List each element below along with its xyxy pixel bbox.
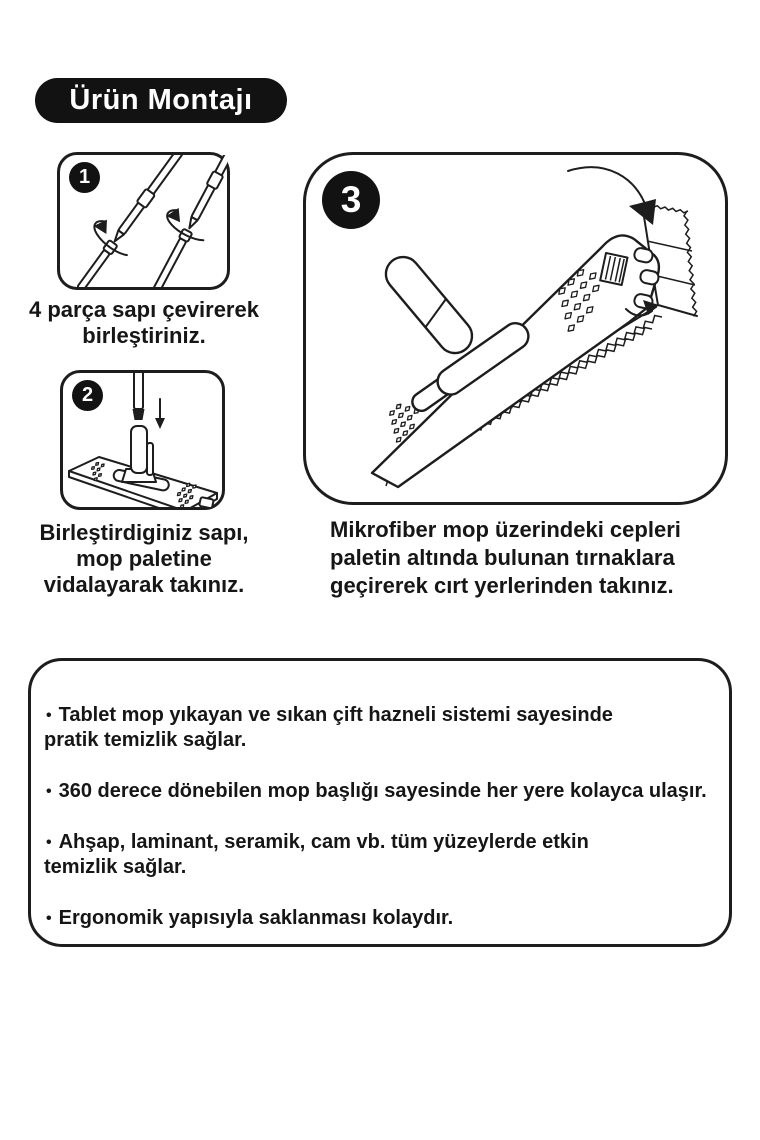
step-1-badge — [69, 162, 100, 193]
page-title — [35, 78, 287, 123]
feature-item — [44, 830, 721, 880]
bullet-icon: • — [46, 910, 52, 927]
feature-line — [44, 779, 721, 804]
caption-line: birleştiriniz. — [82, 323, 206, 348]
page-title-text: Ürün Montajı — [69, 84, 253, 116]
feature-item — [44, 703, 721, 753]
step-3-box — [303, 152, 728, 505]
feature-line — [44, 855, 721, 880]
attach-direction-arrow-icon — [568, 167, 647, 209]
feature-line — [44, 906, 721, 931]
feature-text: Ergonomik yapısıyla saklanması kolaydır. — [58, 907, 454, 929]
bullet-icon: • — [46, 834, 52, 851]
caption-line: Birleştirdiginiz sapı, — [39, 520, 249, 545]
step-1-caption — [2, 297, 286, 349]
step-2-box — [60, 370, 225, 510]
step-2-number: 2 — [81, 384, 94, 406]
step-2-caption — [0, 520, 288, 598]
step-1-box — [57, 152, 230, 290]
feature-text: temizlik sağlar. — [44, 856, 187, 878]
caption-line: vidalayarak takınız. — [43, 572, 245, 597]
ribbed-grip — [600, 253, 627, 285]
caption-line: mop paletine — [76, 546, 212, 571]
caption-line: 4 parça sapı çevirerek — [29, 297, 259, 322]
feature-text: 360 derece dönebilen mop başlığı sayesinde her yere kolayca ulaşır. — [58, 780, 707, 802]
step-2-badge — [72, 380, 103, 411]
step-3-badge — [322, 171, 380, 229]
features-box — [28, 658, 732, 947]
step-3-number: 3 — [340, 179, 362, 220]
feature-line — [44, 830, 721, 855]
feature-line — [44, 728, 721, 753]
step-3-caption — [330, 516, 732, 600]
mop-handle — [379, 250, 479, 360]
feature-text: Tablet mop yıkayan ve sıkan çift hazneli sistemi sayesinde — [58, 704, 613, 726]
feature-text: pratik temizlik sağlar. — [44, 729, 247, 751]
bullet-icon: • — [46, 783, 52, 800]
feature-item — [44, 906, 721, 931]
feature-item — [44, 779, 721, 804]
caption-line: Mikrofiber mop üzerindeki cepleri — [330, 517, 681, 542]
bullet-icon: • — [46, 707, 52, 724]
feature-line — [44, 703, 721, 728]
feature-text: Ahşap, laminant, seramik, cam vb. tüm yüzeylerde etkin — [58, 831, 589, 853]
step-1-number: 1 — [78, 166, 91, 188]
caption-line: paletin altında bulunan tırnaklara — [330, 545, 675, 570]
caption-line: geçirerek cırt yerlerinden takınız. — [330, 573, 674, 598]
